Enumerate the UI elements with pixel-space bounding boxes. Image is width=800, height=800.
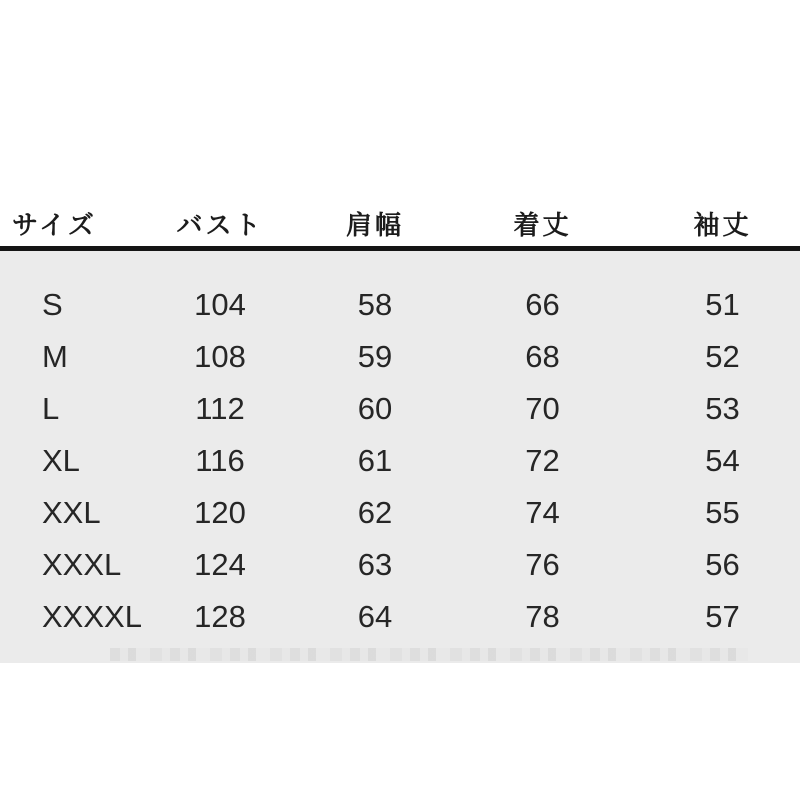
size-label: S: [42, 287, 63, 322]
bust-value: 104: [194, 287, 246, 322]
sleeve-value: 51: [705, 287, 740, 322]
header-sleeve: 袖丈: [693, 211, 752, 240]
table-header-row: [0, 204, 800, 246]
size-label: XXXXL: [42, 599, 142, 634]
table-body: [0, 251, 800, 663]
size-label: XXXL: [42, 547, 122, 582]
header-length: 着丈: [513, 211, 572, 240]
length-value: 74: [525, 495, 560, 530]
shoulder-value: 62: [357, 495, 393, 530]
shoulder-value: 58: [357, 287, 393, 322]
length-value: 76: [525, 547, 560, 582]
sleeve-value: 54: [705, 443, 740, 478]
sleeve-value: 55: [705, 495, 740, 530]
sleeve-value: 53: [705, 391, 740, 426]
sleeve-value: 57: [705, 599, 740, 634]
length-value: 68: [525, 339, 560, 374]
shoulder-value: 60: [357, 391, 393, 426]
table-row: [0, 487, 800, 539]
length-value: 78: [525, 599, 560, 634]
table-row: [0, 591, 800, 643]
table-row: [0, 435, 800, 487]
length-value: 72: [525, 443, 560, 478]
size-label: M: [42, 339, 68, 374]
table-row: [0, 279, 800, 331]
sleeve-value: 56: [705, 547, 740, 582]
header-shoulder: 肩幅: [345, 211, 404, 240]
table-row: [0, 383, 800, 435]
table-row: [0, 539, 800, 591]
header-bust: バスト: [176, 211, 264, 240]
bust-value: 112: [195, 391, 245, 426]
sleeve-value: 52: [705, 339, 740, 374]
bust-value: 124: [194, 547, 246, 582]
length-value: 66: [525, 287, 560, 322]
bust-value: 120: [194, 495, 246, 530]
size-label: L: [42, 391, 60, 426]
bust-value: 116: [195, 443, 245, 478]
size-label: XXL: [42, 495, 101, 530]
bust-value: 108: [194, 339, 246, 374]
top-whitespace: [0, 0, 800, 204]
cropped-text-artifact: [110, 648, 748, 661]
shoulder-value: 61: [357, 443, 393, 478]
length-value: 70: [525, 391, 560, 426]
size-label: XL: [42, 443, 80, 478]
header-size: サイズ: [12, 211, 97, 240]
table-row: [0, 331, 800, 383]
shoulder-value: 59: [357, 339, 393, 374]
shoulder-value: 63: [357, 547, 393, 582]
bust-value: 128: [194, 599, 246, 634]
shoulder-value: 64: [357, 599, 393, 634]
